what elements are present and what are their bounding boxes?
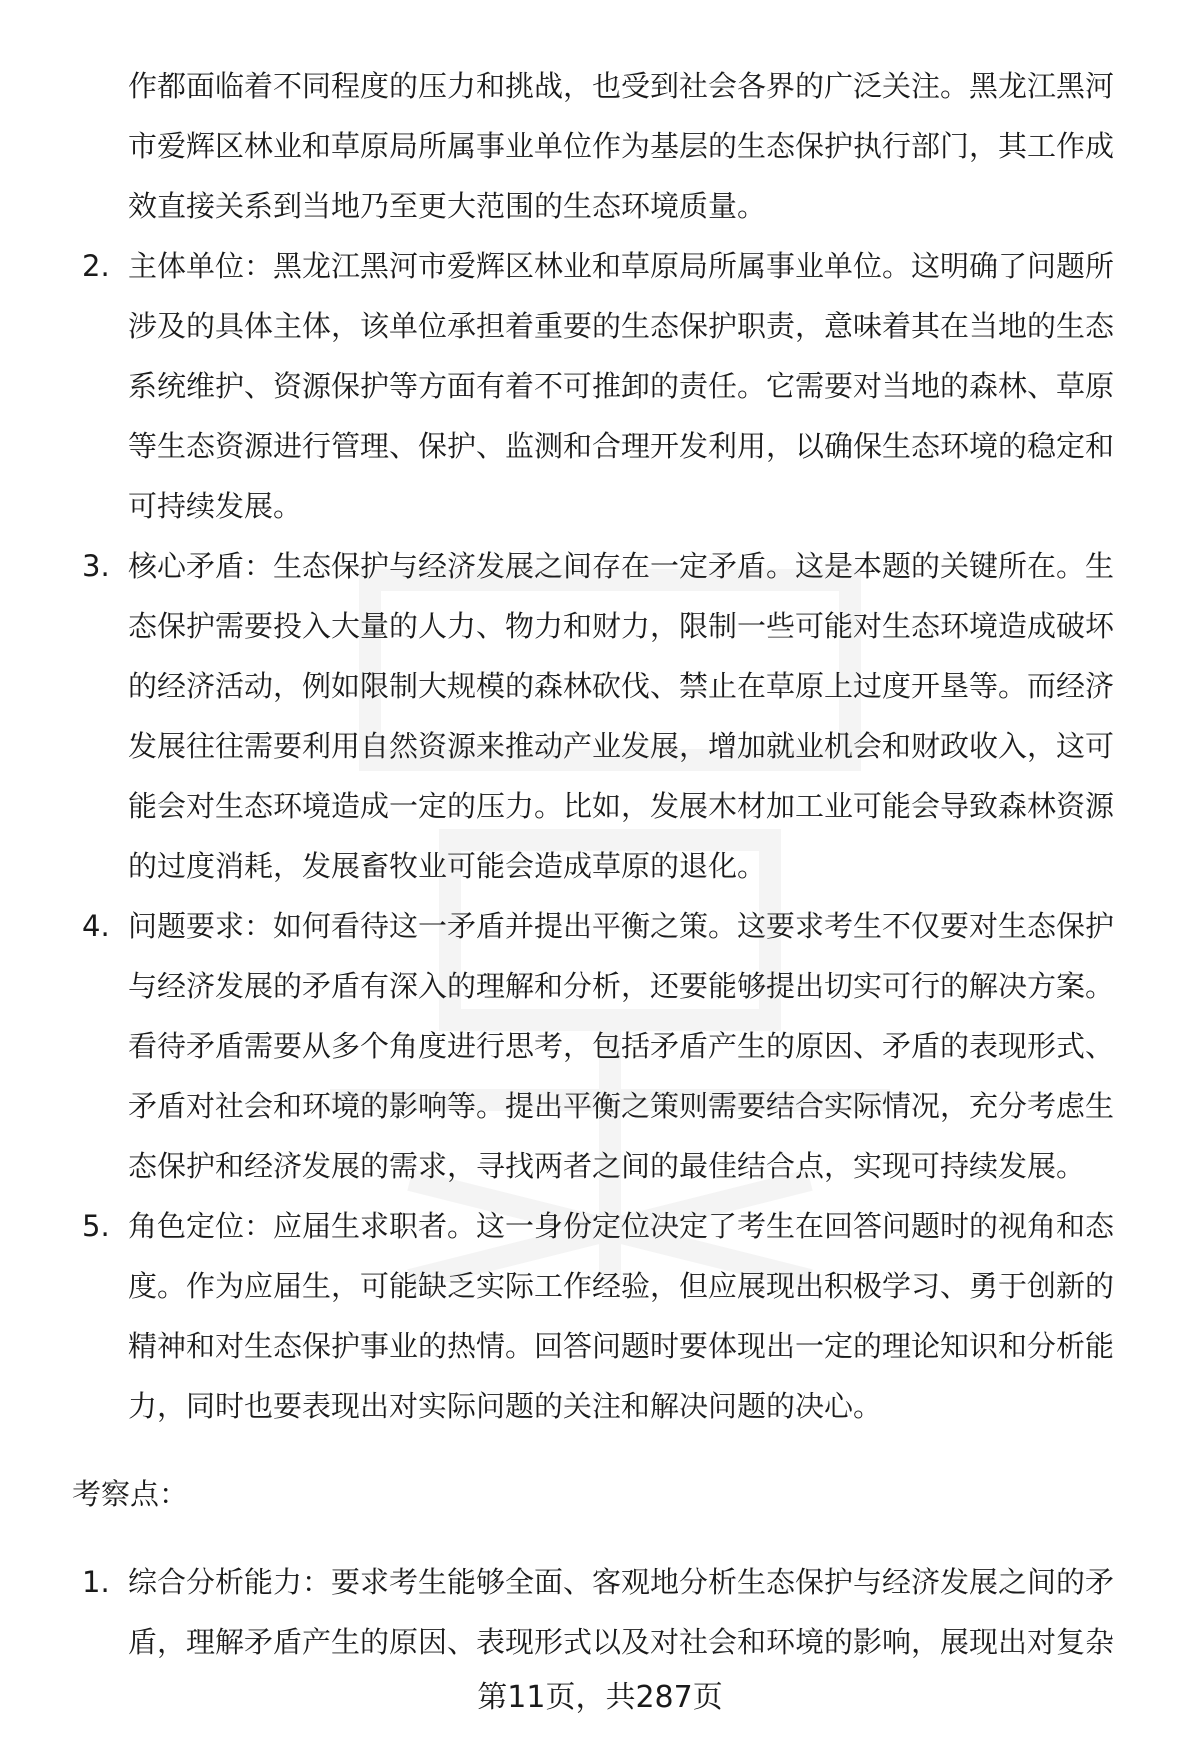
list-number: 5. bbox=[82, 1209, 110, 1243]
page-number-footer: 第11页，共287页 bbox=[477, 1680, 723, 1715]
list-item-5 bbox=[72, 1196, 1142, 1436]
list-number: 3. bbox=[82, 549, 110, 583]
list-item-2 bbox=[72, 236, 1142, 536]
list-item-4 bbox=[72, 896, 1142, 1196]
list-item-text: 核心矛盾：生态保护与经济发展之间存在一定矛盾。这是本题的关键所在。生态保护需要投入大量的人力、物力和财力，限制一些可能对生态环境造成破坏的经济活动，例如限制大规模的森林砍伐、禁止在草原上过度开垦等。而经济发展往往需要利用自然资源来推动产业发展，增加就业机会和财政收入，这可能会对生态环境造成一定的压力。比如，发展木材加工业可能会导致森林资源的过度消耗，发展畜牧业可能会造成草原的退化。 bbox=[128, 549, 1115, 883]
section-heading: 考察点： bbox=[72, 1477, 189, 1511]
list-item-text: 综合分析能力：要求考生能够全面、客观地分析生态保护与经济发展之间的矛盾，理解矛盾产生的原因、表现形式以及对社会和环境的影响，展现出对复杂 bbox=[128, 1565, 1115, 1659]
list-item-text: 主体单位：黑龙江黑河市爱辉区林业和草原局所属事业单位。这明确了问题所涉及的具体主体，该单位承担着重要的生态保护职责，意味着其在当地的生态系统维护、资源保护等方面有着不可推卸的责任。它需要对当地的森林、草原等生态资源进行管理、保护、监测和合理开发利用，以确保生态环境的稳定和可持续发展。 bbox=[128, 249, 1115, 523]
list-item-text: 角色定位：应届生求职者。这一身份定位决定了考生在回答问题时的视角和态度。作为应届生，可能缺乏实际工作经验，但应展现出积极学习、勇于创新的精神和对生态保护事业的热情。回答问题时要体现出一定的理论知识和分析能力，同时也要表现出对实际问题的关注和解决问题的决心。 bbox=[128, 1209, 1115, 1423]
list-number: 4. bbox=[82, 909, 110, 943]
document-body bbox=[72, 56, 1142, 1672]
list-item-3 bbox=[72, 536, 1142, 896]
list-number: 2. bbox=[82, 249, 110, 283]
intro-paragraph: 作都面临着不同程度的压力和挑战，也受到社会各界的广泛关注。黑龙江黑河市爱辉区林业和草原局所属事业单位作为基层的生态保护执行部门，其工作成效直接关系到当地乃至更大范围的生态环境质量。 bbox=[128, 69, 1115, 223]
section-list-item-1 bbox=[72, 1552, 1142, 1672]
list-item-text: 问题要求：如何看待这一矛盾并提出平衡之策。这要求考生不仅要对生态保护与经济发展的矛盾有深入的理解和分析，还要能够提出切实可行的解决方案。看待矛盾需要从多个角度进行思考，包括矛盾产生的原因、矛盾的表现形式、矛盾对社会和环境的影响等。提出平衡之策则需要结合实际情况，充分考虑生态保护和经济发展的需求，寻找两者之间的最佳结合点，实现可持续发展。 bbox=[128, 909, 1115, 1183]
list-number: 1. bbox=[82, 1565, 110, 1599]
